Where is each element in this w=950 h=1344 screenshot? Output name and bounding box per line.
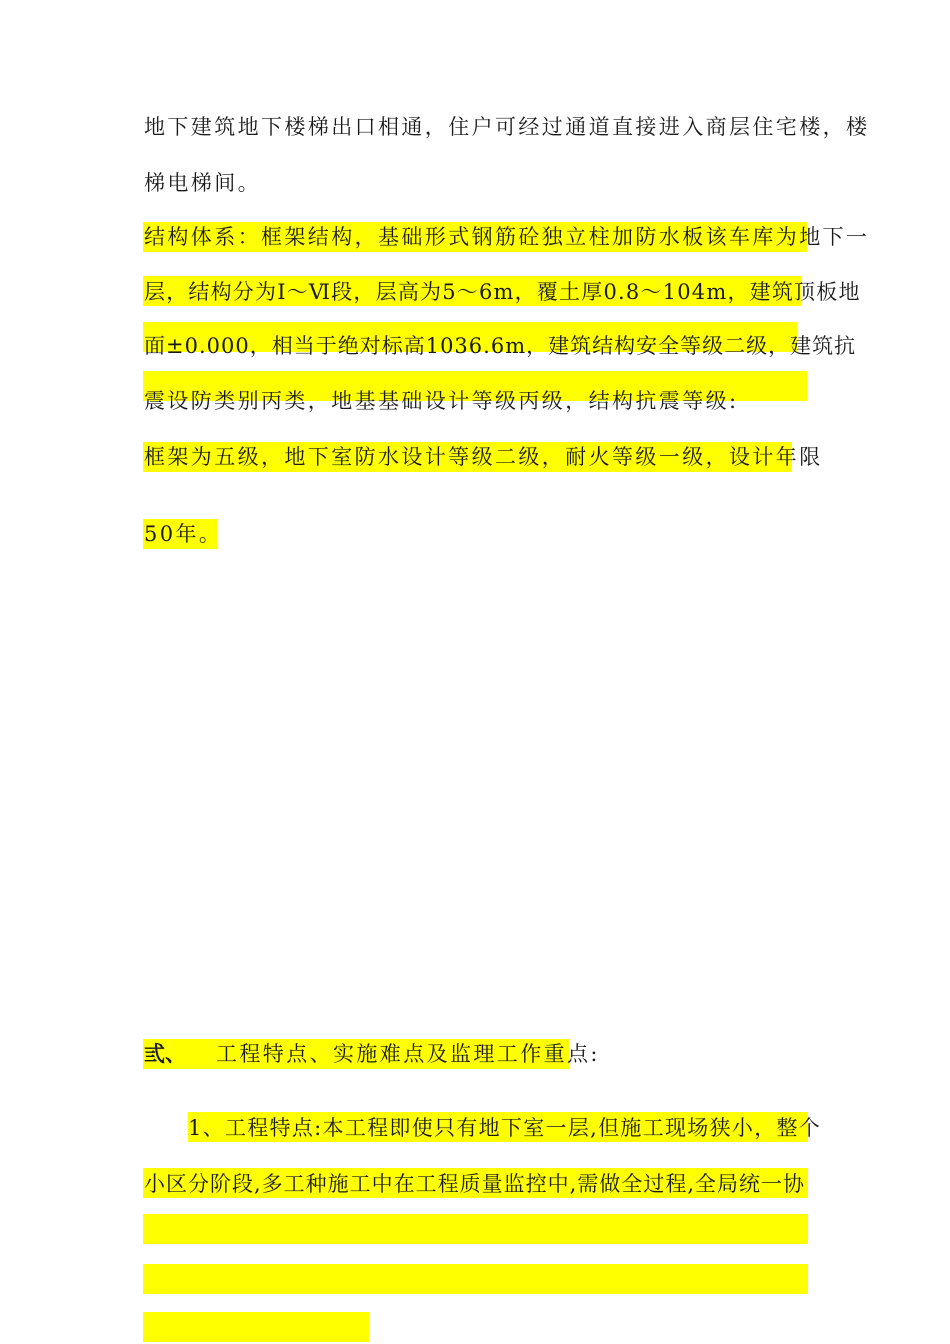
item1-line1: 1、工程特点:本工程即使只有地下室一层,但施工现场狭小，整个 <box>188 1116 822 1140</box>
paragraph1-line1: 地下建筑地下楼梯出口相通，住户可经过通道直接进入商层住宅楼，楼 <box>144 115 870 139</box>
structure-line2: 层，结构分为Ⅰ～Ⅵ段，层高为5～6m，覆土厚0.8～104m，建筑顶板地 <box>144 280 861 304</box>
section2-title: 工程特点、实施难点及监理工作重点: <box>216 1042 600 1066</box>
paragraph1-line2: 梯电梯间。 <box>144 171 261 195</box>
item1-line2: 小区分阶段,多工种施工中在工程质量监控中,需做全过程,全局统一协 <box>144 1172 806 1196</box>
structure-line5: 框架为五级，地下室防水设计等级二级，耐火等级一级，设计年限 <box>144 445 823 469</box>
section2-number: 弎、 <box>144 1041 186 1066</box>
highlight-blank-line2 <box>143 1264 808 1294</box>
structure-line6: 50年。 <box>144 522 223 546</box>
highlight-blank-line3 <box>143 1312 369 1342</box>
highlight-blank-line1 <box>143 1214 808 1244</box>
section2-heading <box>144 1040 600 1068</box>
structure-line3: 面±0.000，相当于绝对标高1036.6m，建筑结构安全等级二级，建筑抗 <box>144 334 857 358</box>
structure-line1: 结构体系：框架结构，基础形式钢筋砼独立柱加防水板该车库为地下一 <box>144 225 870 249</box>
structure-line4: 震设防类别丙类，地基基础设计等级丙级，结构抗震等级: <box>144 389 739 413</box>
